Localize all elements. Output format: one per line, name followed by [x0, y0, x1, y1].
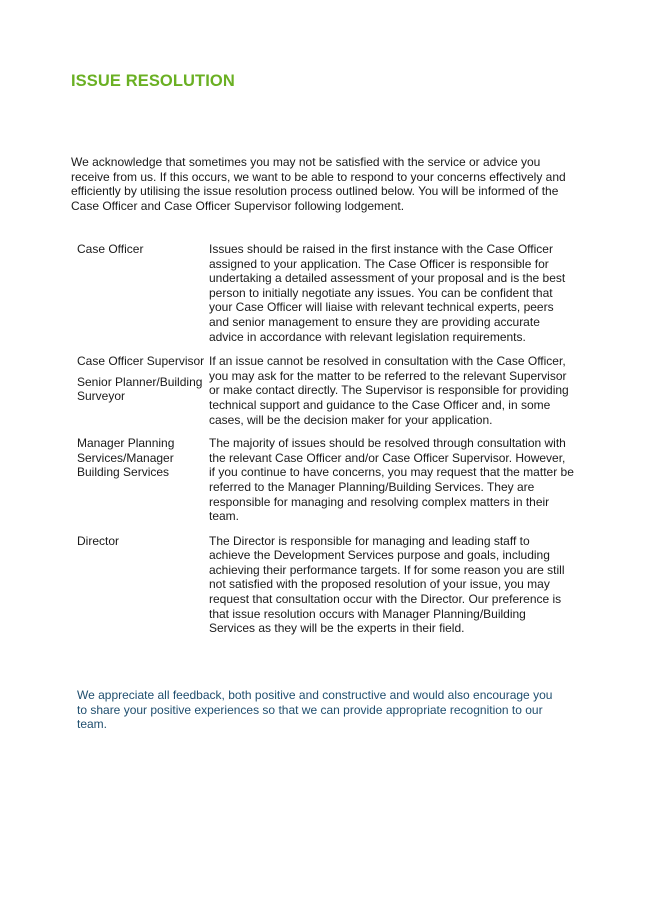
role-description: If an issue cannot be resolved in consultation with the Case Officer, you may ask for the matter to be referred to the relevant Supervisor or make contact directly. The Supervisor is responsible for providing technical support and guidance to the Case Officer and, in some cases, will be the decision maker for your application.	[209, 354, 569, 427]
role-description: The majority of issues should be resolved through consultation with the relevant Case Officer and/or Case Officer Supervisor. However, if you continue to have concerns, you may request that the matter be referred to the Manager Planning/Building Services. They are responsible for managing and resolving complex matters in their team.	[209, 436, 574, 524]
role-title: Manager Planning Services/Manager Building Services	[77, 436, 175, 480]
role-title: Director	[77, 533, 120, 548]
page-title: ISSUE RESOLUTION	[71, 72, 235, 90]
role-label-cell	[77, 354, 209, 427]
role-row-director	[77, 534, 577, 636]
role-description: Issues should be raised in the first instance with the Case Officer assigned to your application. The Case Officer is responsible for undertaking a detailed assessment of your proposal and is the best person to initially negotiate any issues. You can be confident that your Case Officer will liaise with relevant technical experts, peers and senior management to ensure they are providing accurate advice in accordance with relevant legislation requirements.	[209, 242, 566, 344]
roles-table	[77, 242, 577, 646]
intro-text: We acknowledge that sometimes you may not be satisfied with the service or advice you receive from us. If this occurs, we want to be able to respond to your concerns effectively and efficiently by utilising the issue resolution process outlined below. You will be informed of the Case Officer and Case Officer Supervisor following lodgement.	[71, 155, 566, 213]
role-description: The Director is responsible for managing and leading staff to achieve the Development Services purpose and goals, including achieving their performance targets. If for some reason you are still not satisfied with the proposed resolution of your issue, you may request that consultation occur with the Director. Our preference is that issue resolution occurs with Manager Planning/Building Services as they will be the experts in their field.	[209, 533, 565, 636]
intro-paragraph	[71, 155, 571, 213]
role-label-cell	[77, 436, 209, 524]
role-label-cell	[77, 534, 209, 636]
role-title: Senior Planner/Building Surveyor	[77, 374, 203, 404]
role-label-cell	[77, 242, 209, 344]
role-row-supervisor	[77, 354, 577, 427]
role-row-case-officer	[77, 242, 577, 344]
role-title: Case Officer	[77, 242, 144, 256]
closing-paragraph: We appreciate all feedback, both positive and constructive and would also encourage you to share your positive experiences so that we can provide appropriate recognition to our team.	[77, 688, 553, 732]
role-row-manager	[77, 436, 577, 524]
role-title: Case Officer Supervisor	[77, 354, 205, 369]
